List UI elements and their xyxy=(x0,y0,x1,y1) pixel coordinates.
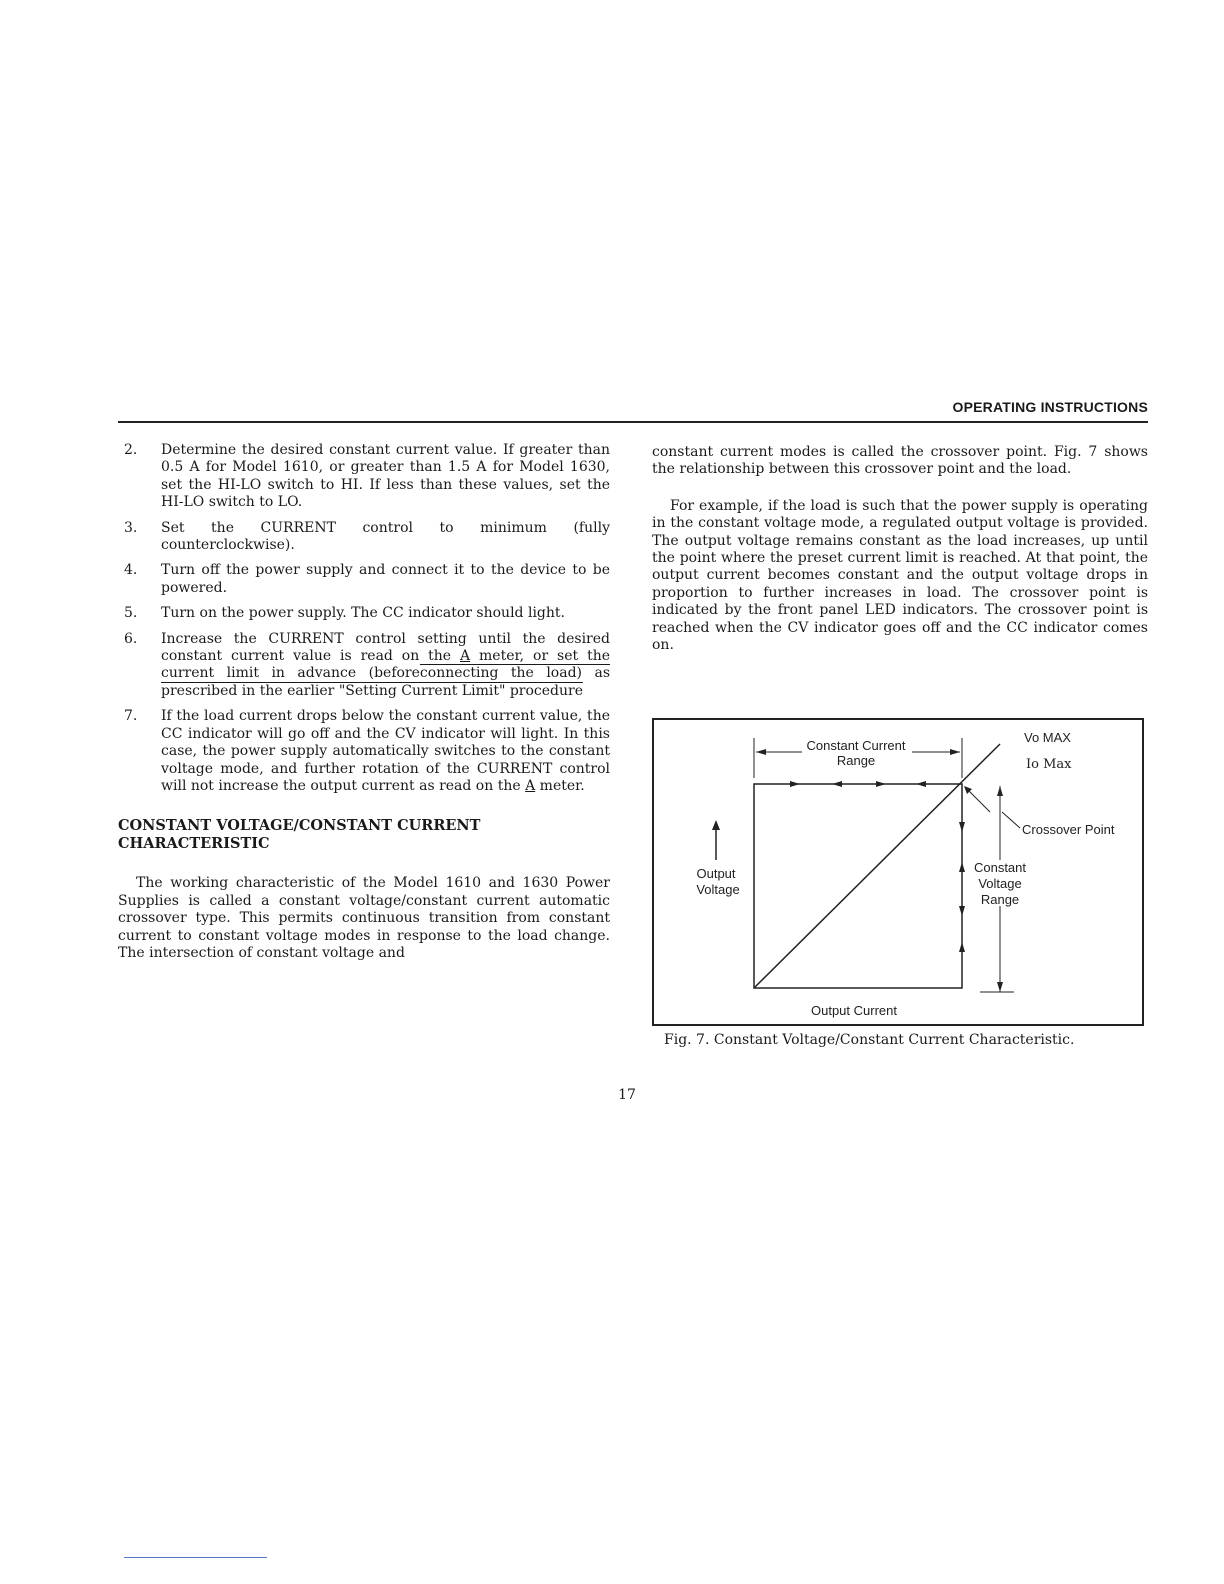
step-text: If the load current drops below the constant current value, the CC indicator will go off and the CV indicator will light. In this case, the power supply automatically switches to the constant voltage mode, and further rotation of the CURRENT control will not increase the output current as read on the xyxy=(161,708,610,794)
procedure-steps xyxy=(118,442,610,795)
label-output-current: Output Current xyxy=(811,1003,897,1018)
step-number: 4. xyxy=(124,562,138,579)
step-number: 5. xyxy=(124,605,138,622)
footer-rule xyxy=(124,1557,267,1558)
section-paragraph: The working characteristic of the Model 1610 and 1630 Power Supplies is called a constant voltage/constant current automatic crossover type. This permits continuous transition from constant current to constant voltage modes in response to the load change. The intersection of constant voltage and xyxy=(118,875,610,961)
label-cv-range-2: Voltage xyxy=(978,876,1022,891)
label-output-voltage-2: Voltage xyxy=(696,882,740,897)
label-output-voltage-1: Output xyxy=(696,866,736,881)
step-5 xyxy=(118,605,610,622)
step-7 xyxy=(118,708,610,795)
left-column xyxy=(118,442,610,962)
arrow-up-icon xyxy=(997,786,1003,796)
step-text: meter. xyxy=(535,777,585,794)
running-header: OPERATING INSTRUCTIONS xyxy=(952,399,1148,415)
step-text: meter, or set the current limit in advance (before xyxy=(161,648,610,682)
cv-cc-diagram xyxy=(654,720,1146,1028)
arrow-left-icon xyxy=(832,781,842,787)
arrow-right-icon xyxy=(950,749,960,755)
step-2 xyxy=(118,442,610,512)
arrow-left-icon xyxy=(756,749,766,755)
meter-symbol: A xyxy=(525,777,536,794)
step-text: Turn off the power supply and connect it to the device to be powered. xyxy=(161,562,610,596)
arrow-down-icon xyxy=(959,906,965,916)
meter-symbol: A xyxy=(460,648,471,665)
arrow-right-icon xyxy=(876,781,886,787)
label-cv-range-3: Range xyxy=(980,892,1020,907)
paragraph-example: For example, if the load is such that the power supply is operating in the constant voltage mode, a regulated output voltage is provided. The output voltage remains constant as the load increases, up until the point where the preset current limit is reached. At that point, the output current becomes constant and the output voltage drops in proportion to further increases in load. The crossover point is indicated by the front panel LED indicators. The crossover point is reached when the CV indicator goes off and the CC indicator comes on. xyxy=(652,497,1148,654)
figure-7 xyxy=(652,718,1144,1026)
arrow-down-icon xyxy=(959,822,965,832)
label-vo-max: Vo MAX xyxy=(1024,730,1071,745)
arrow-up-icon xyxy=(712,820,720,830)
step-text: connecting the load) as prescribed in the earlier "Setting Current Limit" procedure xyxy=(161,665,610,699)
step-text: Increase the CURRENT control setting until the desired constant current value is read on the xyxy=(161,630,610,665)
crossover-arrow xyxy=(966,788,990,812)
step-text: Turn on the power supply. The CC indicator should light. xyxy=(161,605,565,622)
step-number: 2. xyxy=(124,442,138,458)
crossover-leader xyxy=(1002,812,1020,828)
step-3 xyxy=(118,520,610,555)
arrow-right-icon xyxy=(790,781,800,787)
arrow-down-icon xyxy=(997,982,1003,992)
section-heading: CONSTANT VOLTAGE/CONSTANT CURRENT CHARACTERISTIC xyxy=(118,817,481,853)
label-cv-range-1: Constant xyxy=(973,860,1027,875)
header-rule xyxy=(118,421,1148,423)
step-number: 6. xyxy=(124,630,138,647)
right-column xyxy=(652,444,1148,654)
step-6 xyxy=(118,631,610,701)
step-text: Determine the desired constant current value. If greater than 0.5 A for Model 1610, or greater than 1.5 A for Model 1630, set the HI-LO switch to HI. If less than these values, set the HI-LO switch to LO. xyxy=(161,442,610,511)
label-cc-range-2: Range xyxy=(836,753,876,768)
paragraph-crossover: constant current modes is called the crossover point. Fig. 7 shows the relationship between this crossover point and the load. xyxy=(652,444,1148,478)
arrow-up-icon xyxy=(959,942,965,952)
step-4 xyxy=(118,562,610,597)
arrow-up-icon xyxy=(959,862,965,872)
page-number: 17 xyxy=(618,1087,636,1103)
label-cc-range-1: Constant Current xyxy=(806,738,906,753)
step-text: Set the CURRENT control to minimum (fully counterclockwise). xyxy=(161,519,610,554)
step-number: 3. xyxy=(124,519,138,536)
label-crossover: Crossover Point xyxy=(1022,822,1115,837)
step-number: 7. xyxy=(124,708,138,725)
label-io-max: Io Max xyxy=(1026,757,1072,772)
arrow-left-icon xyxy=(916,781,926,787)
figure-caption: Fig. 7. Constant Voltage/Constant Current Characteristic. xyxy=(664,1032,1075,1048)
